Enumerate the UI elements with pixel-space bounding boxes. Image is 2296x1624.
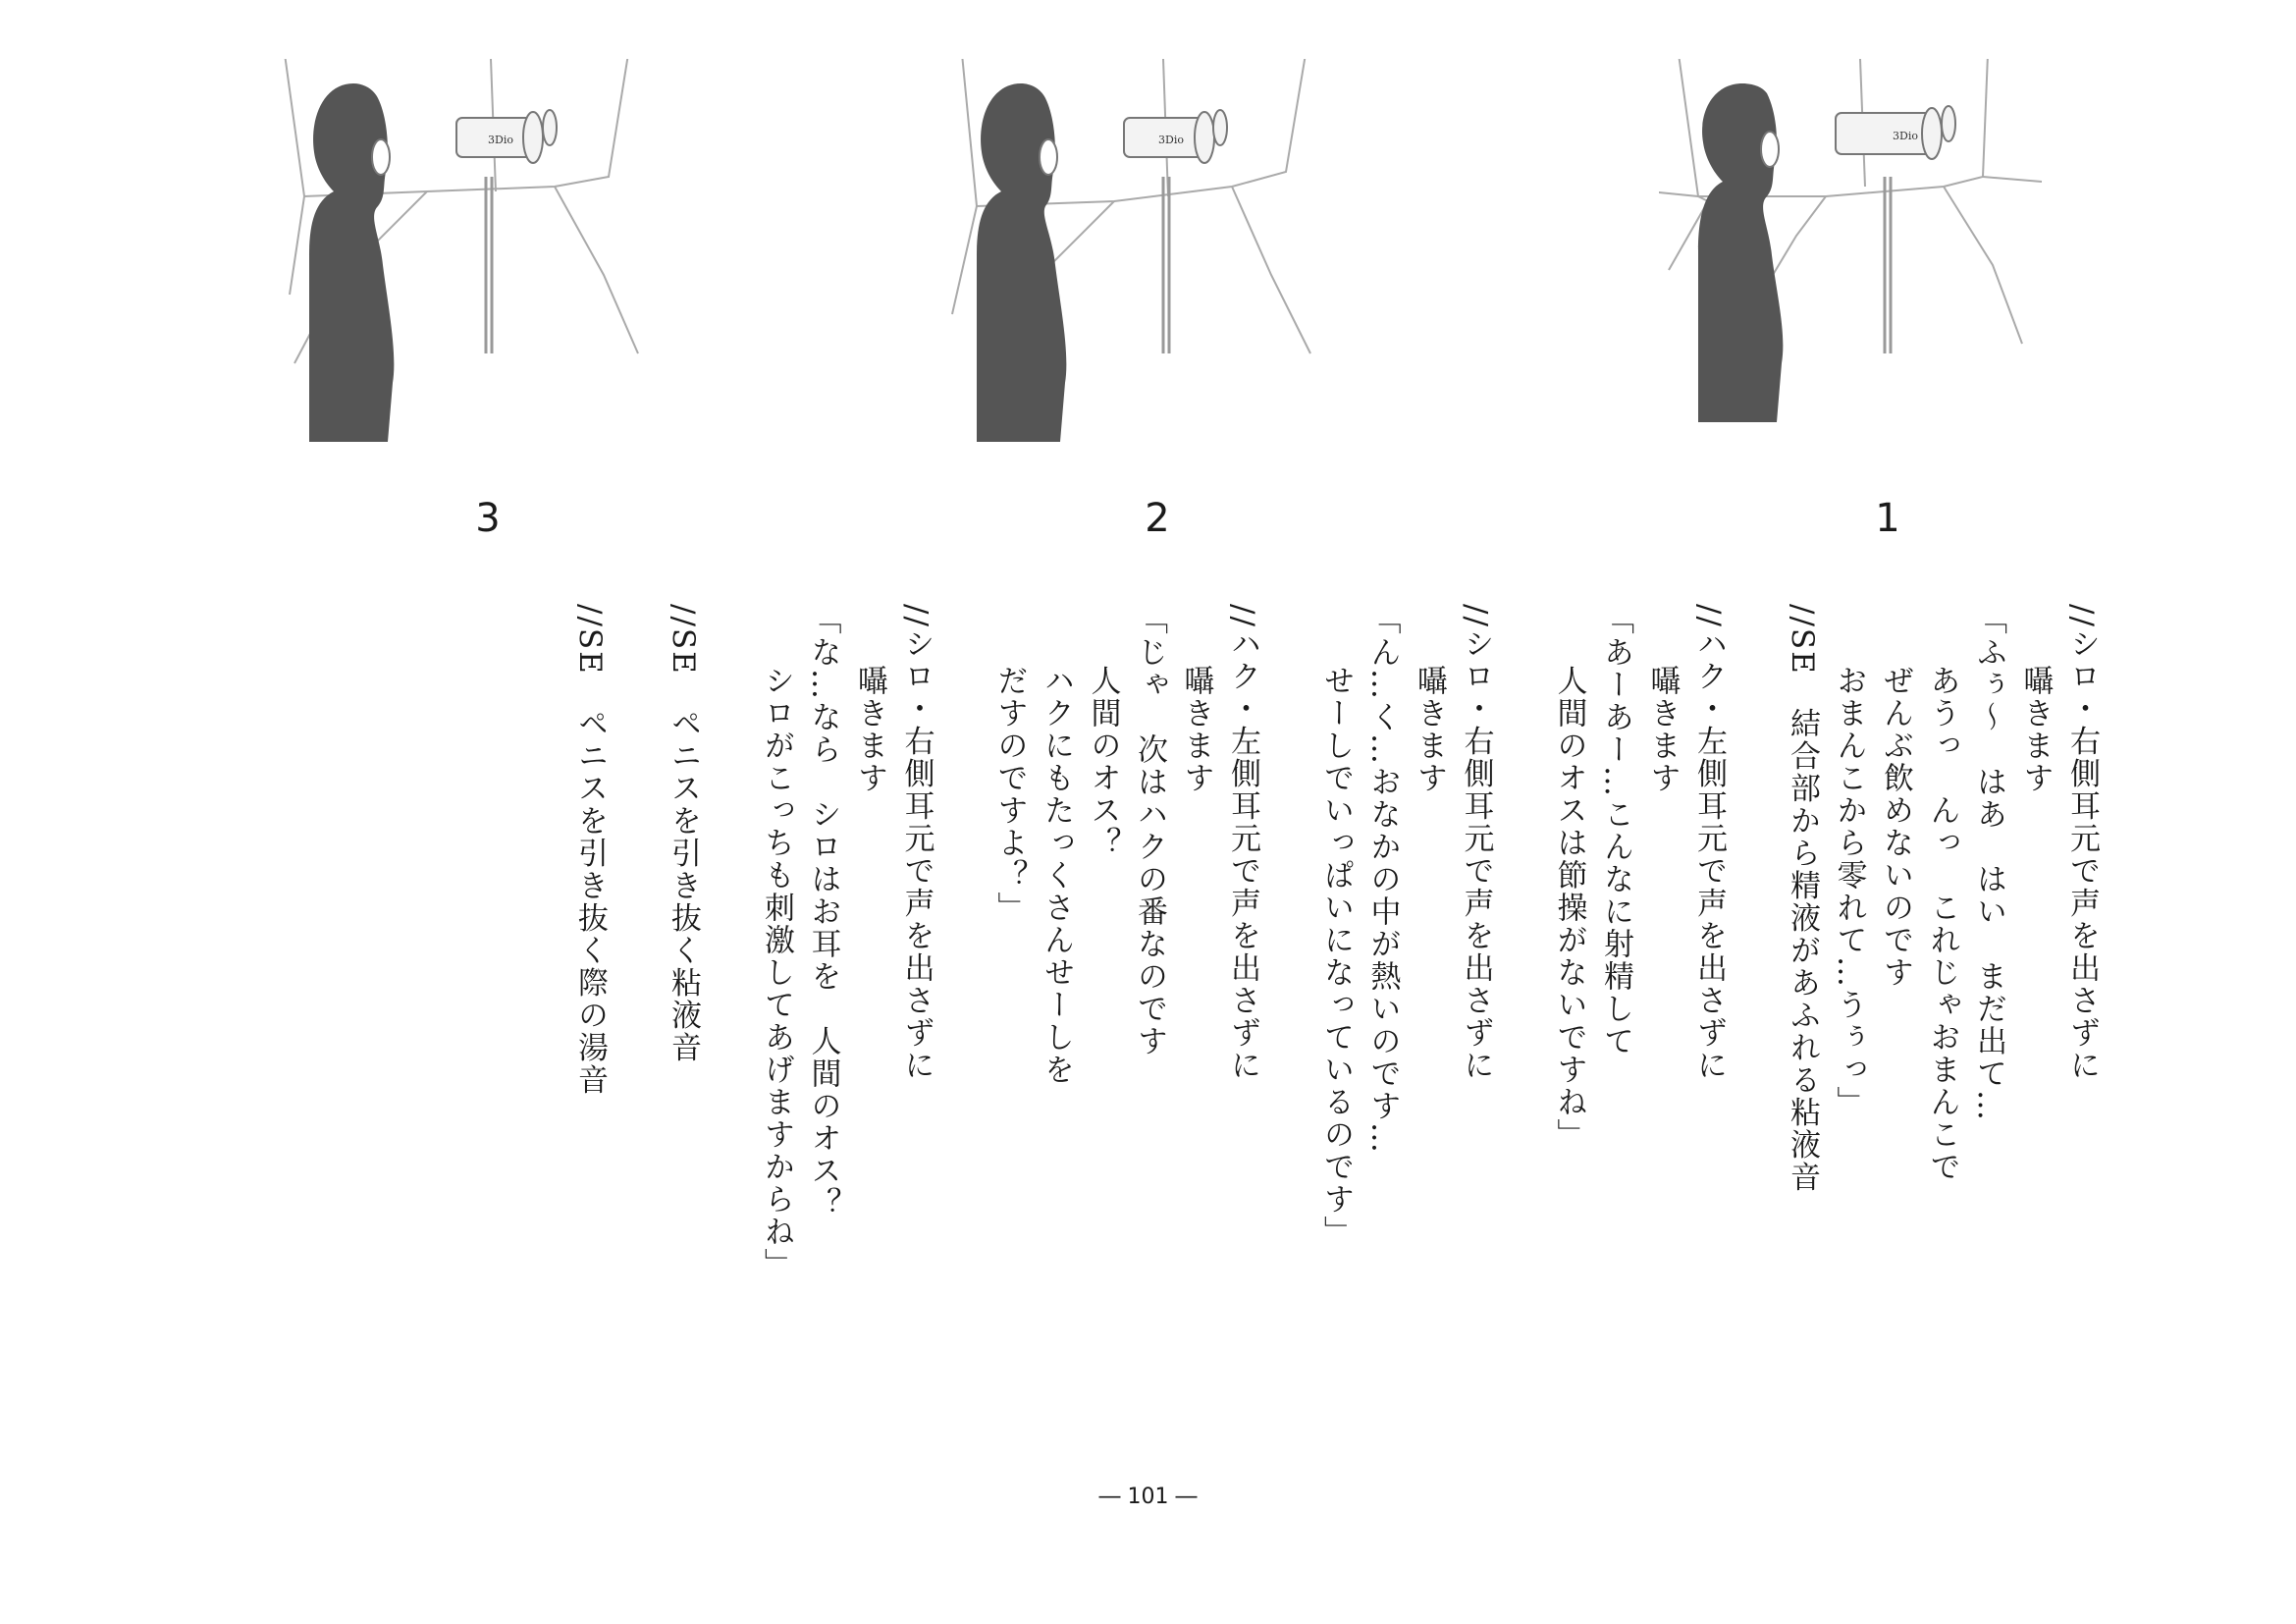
panel-number-1: 1: [1875, 496, 1900, 541]
script-line: せーしでいっぱいになっているのです」: [1318, 665, 1354, 1248]
script-line: 囁きます: [1644, 665, 1681, 794]
mic-label: 3Dio: [488, 134, 513, 146]
script-line: おまんこから零れて…うぅっ」: [1831, 665, 1867, 1118]
script-line: 「ふぅ～ はあ はい まだ出て…: [1971, 604, 2006, 1122]
script-line: //SE 結合部から精液があふれる粘液音: [1785, 604, 1820, 1194]
figure-silhouette: [309, 83, 394, 442]
script-line: 「ん…く…おなかの中が熱いのです…: [1364, 604, 1401, 1155]
script-line: シロがこっちも刺激してあげますからね」: [759, 665, 794, 1280]
script-line: 囁きます: [852, 665, 887, 794]
panel-number-3: 3: [475, 496, 501, 541]
mic-stand: [486, 177, 492, 353]
script-spacer: [1265, 604, 1312, 1488]
script-line: //シロ・右側耳元で声を出さずに: [1458, 604, 1494, 1082]
script-line: ぜんぶ飲めないのです: [1878, 665, 1913, 989]
script-spacer: [706, 604, 753, 1488]
script-line: //SE ペニスを引き抜く粘液音: [666, 604, 701, 1064]
panel-2-illustration: [947, 59, 1360, 452]
mic-stand: [1163, 177, 1169, 353]
mic-label: 3Dio: [1893, 130, 1918, 142]
script-line: 囁きます: [1412, 665, 1447, 794]
script-spacer: [1499, 604, 1546, 1488]
script-line: だすのですよ？」: [991, 665, 1028, 924]
script-line: あうっ んっ これじゃおまんこで: [1924, 665, 1960, 1183]
script-line: 囁きます: [1178, 665, 1214, 794]
script-line: //シロ・右側耳元で声を出さずに: [2064, 604, 2100, 1082]
script-spacer: [939, 604, 987, 1488]
mic-stand: [1885, 177, 1891, 353]
script-line: 人間のオス？: [1085, 665, 1121, 859]
panel-3-illustration: [270, 59, 682, 452]
mic-label: 3Dio: [1158, 134, 1184, 146]
page-number: ― 101 ―: [1098, 1485, 1198, 1509]
script-line: ハクにもたっくさんせーしを: [1039, 665, 1074, 1086]
script-line: 「な…なら シロはお耳を 人間のオス？: [805, 604, 841, 1219]
script-spacer: [613, 604, 660, 1488]
script-spacer: [1732, 604, 1779, 1488]
script-line: 囁きます: [2017, 665, 2054, 794]
figure-mic-drawing: [947, 59, 1360, 452]
figure-mic-drawing: [270, 59, 682, 452]
panel-1-illustration: [1659, 59, 2071, 452]
script-line: 「あーあー…こんなに射精して: [1598, 604, 1633, 1057]
panel-number-2: 2: [1145, 496, 1170, 541]
script-line: 「じゃ 次はハクの番なのです: [1132, 604, 1167, 1057]
figure-silhouette: [977, 83, 1066, 442]
script-line: //シロ・右側耳元で声を出さずに: [898, 604, 934, 1082]
script-body: [566, 604, 2106, 1488]
script-line: //ハク・左側耳元で声を出さずに: [1225, 604, 1260, 1082]
script-line: 人間のオスは節操がないですね」: [1551, 665, 1587, 1151]
figure-mic-drawing: [1659, 59, 2071, 452]
script-line: //SE ペニスを引き抜く際の湯音: [572, 604, 608, 1097]
script-line: //ハク・左側耳元で声を出さずに: [1691, 604, 1727, 1082]
